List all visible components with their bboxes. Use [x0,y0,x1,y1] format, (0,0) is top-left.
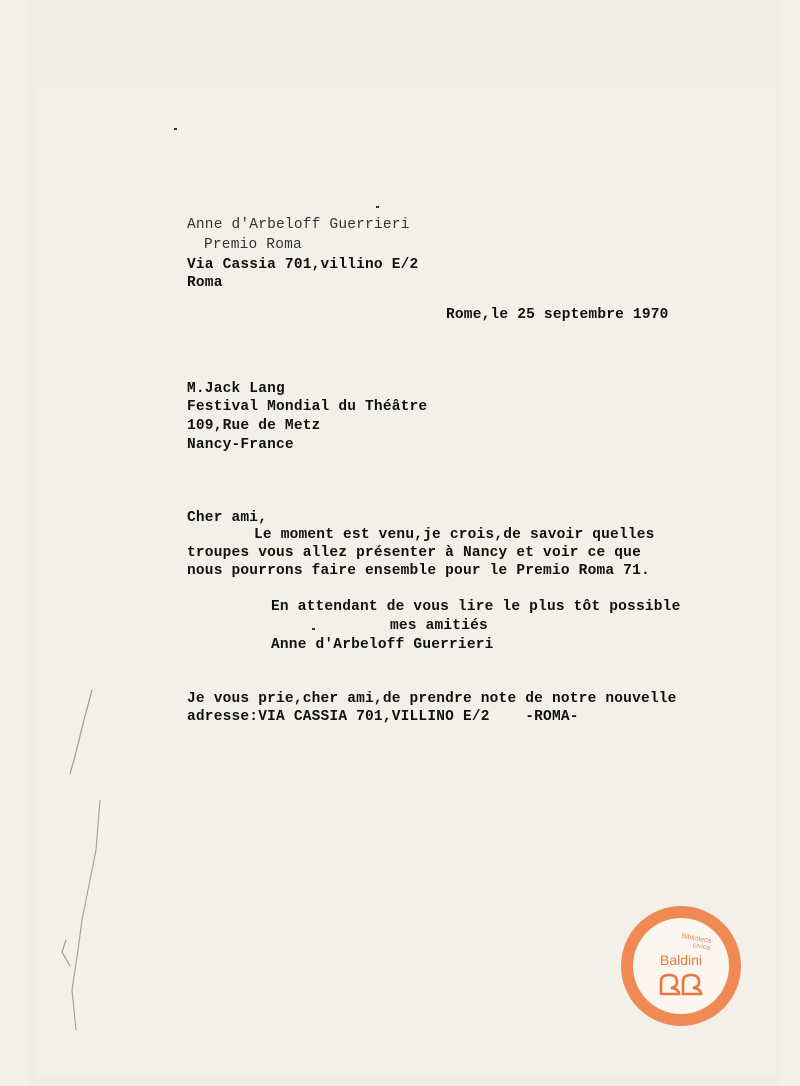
stamp-name: Baldini [659,952,703,968]
postscript-line: adresse:VIA CASSIA 701,VILLINO E/2 -ROMA- [187,709,579,725]
recipient-org: Festival Mondial du Théâtre [187,399,428,415]
stamp-bb-logo-icon [657,972,705,996]
body-line: Le moment est venu,je crois,de savoir quelles [254,527,655,543]
library-stamp [621,906,741,1026]
typewriter-speck [174,128,177,130]
body-line: troupes vous allez présenter à Nancy et voir ce que [187,545,641,561]
recipient-name: M.Jack Lang [187,381,285,397]
recipient-street: 109,Rue de Metz [187,418,321,434]
date-line: Rome,le 25 septembre 1970 [446,307,669,323]
salutation: Cher ami, [187,510,268,526]
signature: Anne d'Arbeloff Guerrieri [271,637,494,653]
closing-line: mes amitiés [390,618,488,634]
typewriter-speck [376,206,379,208]
sender-org: Premio Roma [204,237,302,253]
paper-crease [52,690,112,1050]
sender-address: Via Cassia 701,villino E/2 [187,257,419,273]
stamp-small-text: Biblioteca civica [680,932,712,952]
sender-name: Anne d'Arbeloff Guerrieri [187,217,410,233]
postscript-line: Je vous prie,cher ami,de prendre note de notre nouvelle [187,691,677,707]
typewriter-speck [312,628,315,630]
stamp-inner-circle [633,918,729,1014]
body-line: nous pourrons faire ensemble pour le Premio Roma 71. [187,563,650,579]
recipient-city: Nancy-France [187,437,294,453]
closing-line: En attendant de vous lire le plus tôt possible [271,599,681,615]
sender-city: Roma [187,275,223,291]
